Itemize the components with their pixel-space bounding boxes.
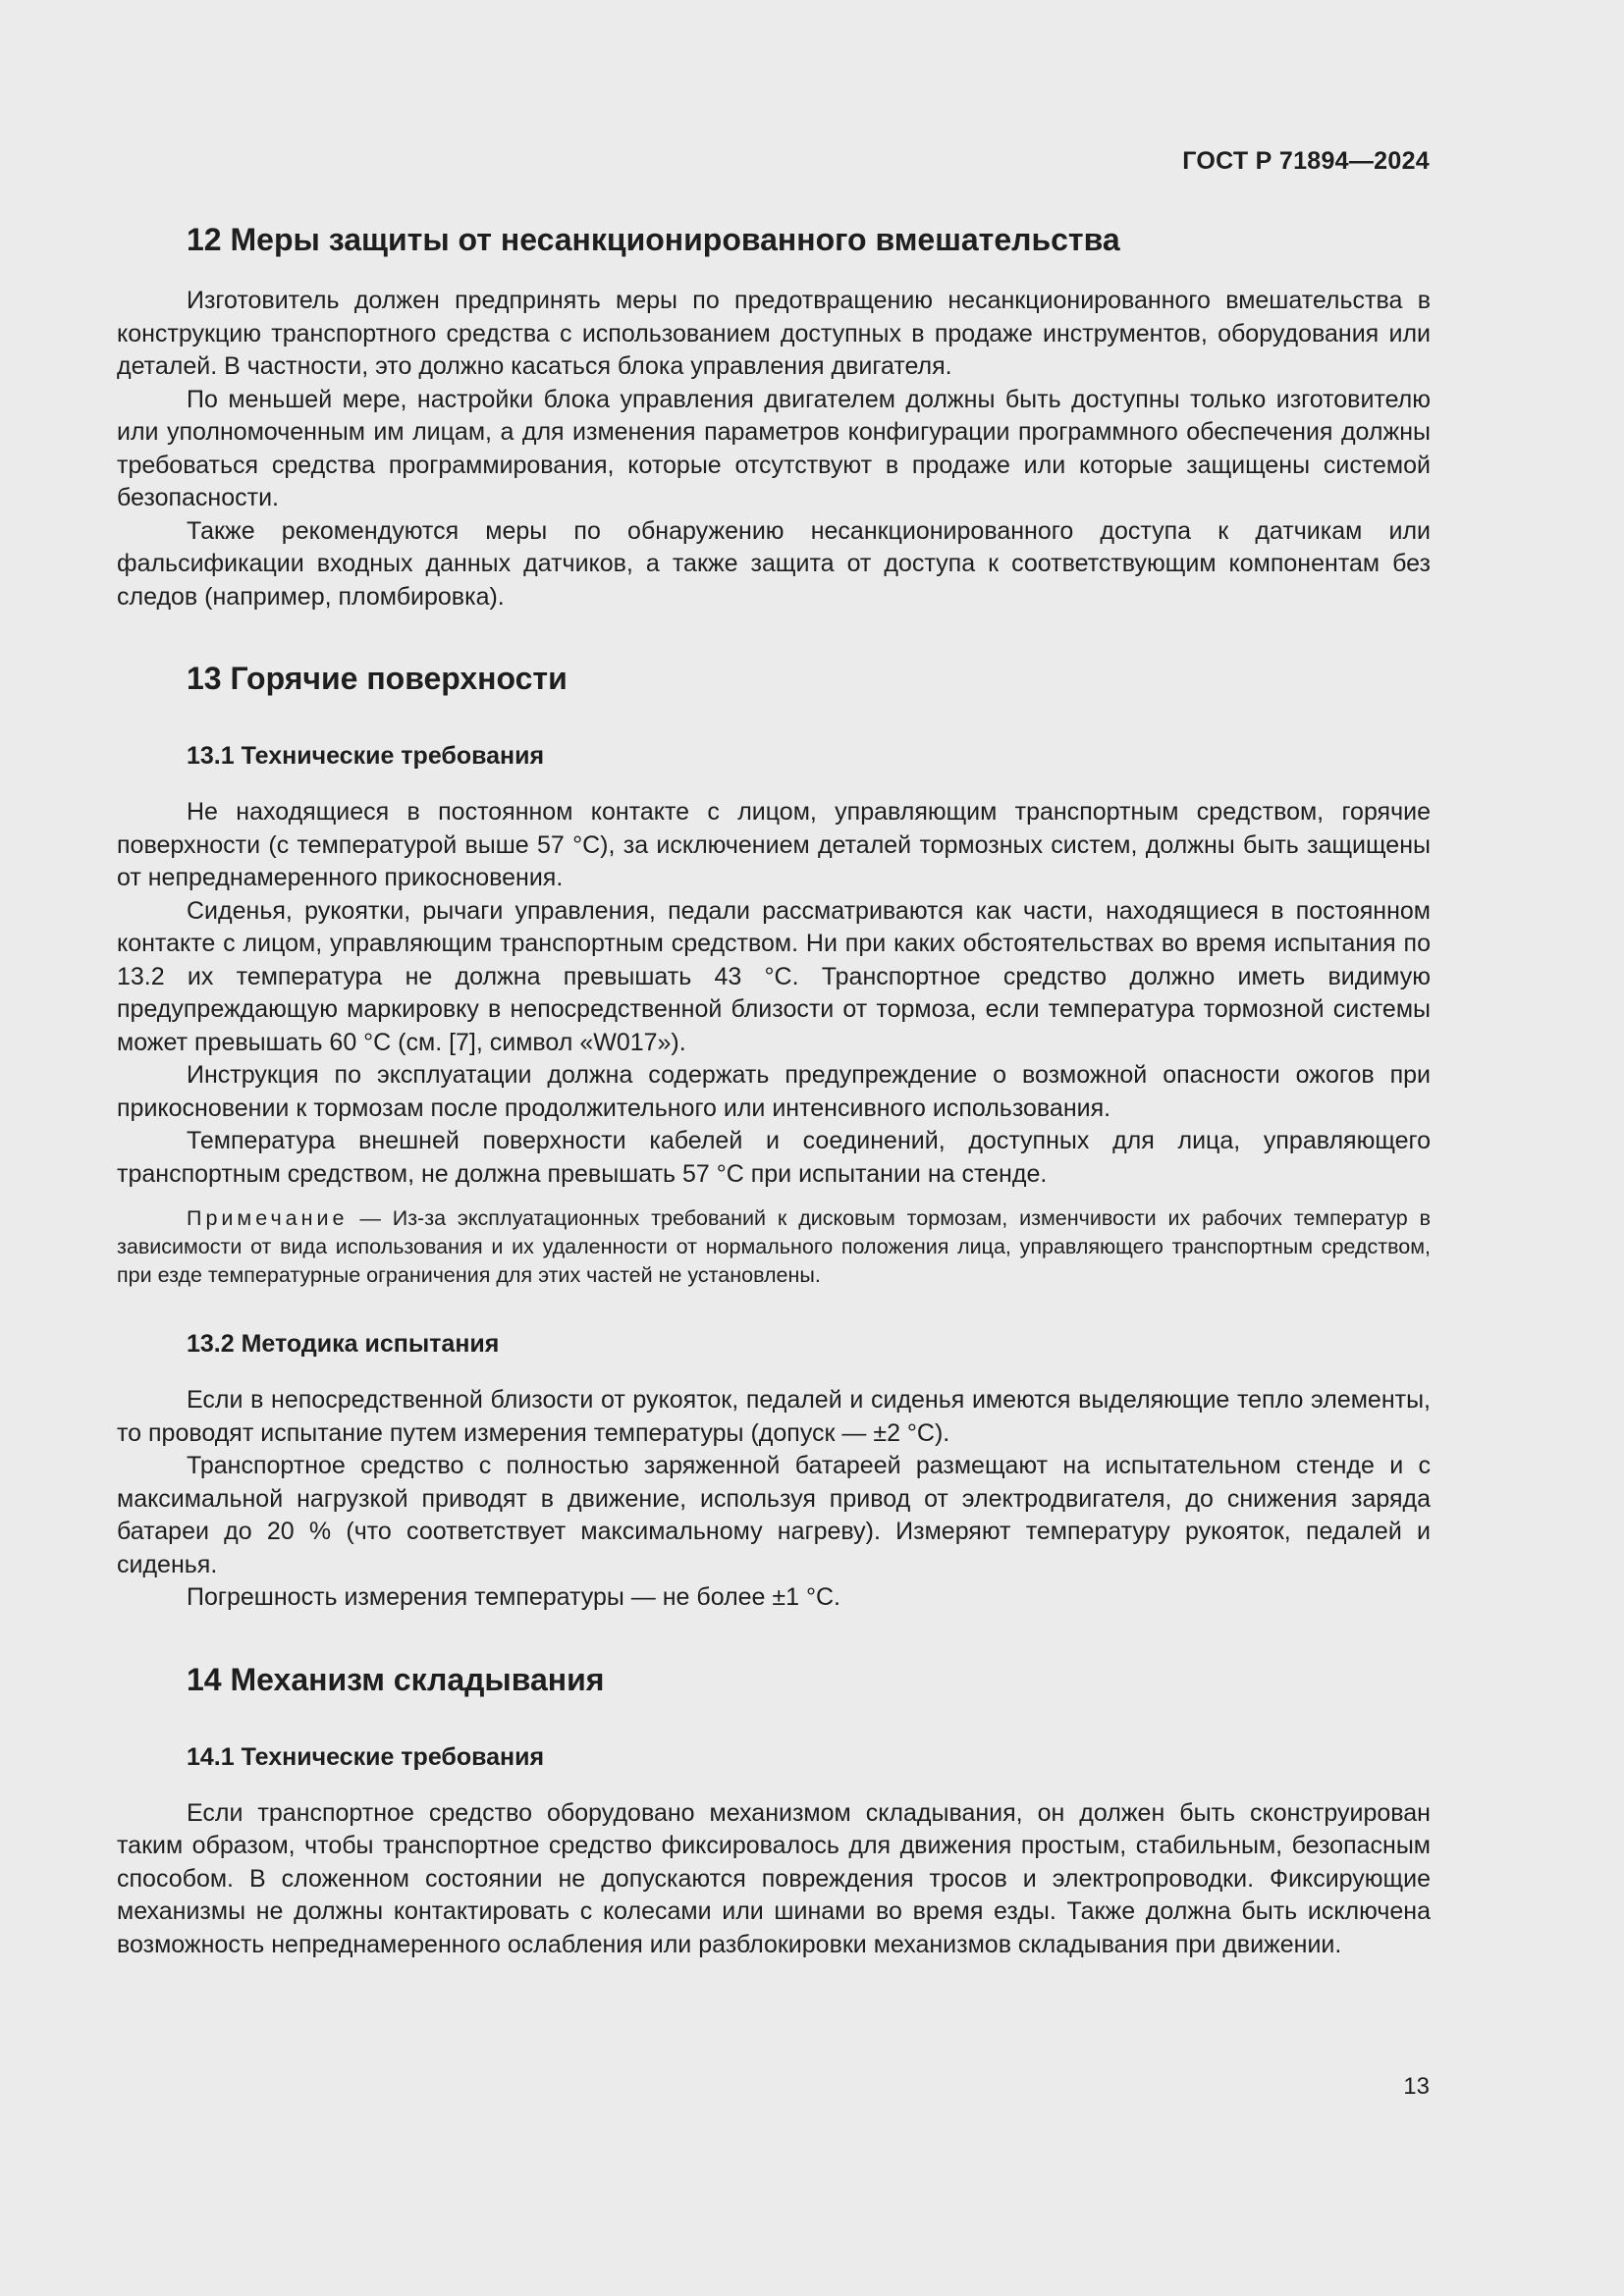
section-13-2-paragraph-1: Если в непосредственной близости от рукояток, педалей и сиденья имеются выделяющие тепло элементы, то проводят испытание путем измерения температуры (допуск — ±2 °С). — [117, 1386, 1431, 1447]
document-code: ГОСТ Р 71894—2024 — [1182, 147, 1430, 175]
section-12-title: 12 Меры защиты от несанкционированного вмешательства — [187, 222, 1120, 257]
section-14-title: 14 Механизм складывания — [187, 1661, 605, 1697]
section-14-1-paragraph-1: Если транспортное средство оборудовано механизмом складывания, он должен быть сконструирован таким образом, чтобы транспортное средство фиксировалось для движения простым, стабильным, безопасным способом. В сложенном состоянии не допускаются повреждения тросов и электропроводки. Фиксирующие механизмы не должны контактировать с колесами или шинами во время езды. Также должна быть исключена возможность непреднамеренного ослабления или разблокировки механизмов складывания при движении. — [117, 1798, 1431, 1958]
section-12-paragraph-2: По меньшей мере, настройки блока управления двигателем должны быть доступны только изготовителю или уполномоченным им лицам, а для изменения параметров конфигурации программного обеспечения должны требоваться средства программирования, которые отсутствуют в продаже или которые защищены системой безопасности. — [117, 385, 1431, 511]
note — [117, 1204, 1431, 1290]
note-label: Примечание — [187, 1206, 349, 1230]
section-12-paragraph-1: Изготовитель должен предпринять меры по предотвращению несанкционированного вмешательства в конструкцию транспортного средства с использованием доступных в продаже инструментов, оборудования или деталей. В частности, это должно касаться блока управления двигателя. — [117, 287, 1431, 380]
note-text: — Из-за эксплуатационных требований к дисковым тормозам, изменчивости их рабочих температур в зависимости от вида использования и их удаленности от нормального положения лица, управляющего транспортным средством, при езде температурные ограничения для этих частей не установлены. — [117, 1206, 1431, 1287]
section-13-1-title: 13.1 Технические требования — [187, 742, 545, 770]
section-13-2-title: 13.2 Методика испытания — [187, 1330, 500, 1358]
section-13-2-paragraph-3: Погрешность измерения температуры — не более ±1 °С. — [187, 1583, 840, 1611]
section-13-title: 13 Горячие поверхности — [187, 661, 568, 696]
section-13-1-paragraph-2: Сиденья, рукоятки, рычаги управления, педали рассматриваются как части, находящиеся в постоянном контакте с лицом, управляющим транспортным средством. Ни при каких обстоятельствах во время испытания по 13.2 их температура не должна превышать 43 °С. Транспортное средство должно иметь видимую предупреждающую маркировку в непосредственной близости от тормоза, если температура тормозной системы может превышать 60 °С (см. [7], символ «W017»). — [117, 896, 1431, 1056]
section-12-paragraph-3: Также рекомендуются меры по обнаружению несанкционированного доступа к датчикам или фальсификации входных данных датчиков, а также защита от доступа к соответствующим компонентам без следов (например, пломбировка). — [117, 516, 1431, 611]
section-14-1-title: 14.1 Технические требования — [187, 1742, 545, 1771]
section-13-1-paragraph-4: Температура внешней поверхности кабелей и соединений, доступных для лица, управляющего транспортным средством, не должна превышать 57 °С при испытании на стенде. — [117, 1127, 1431, 1188]
page-content — [117, 218, 1431, 1961]
section-13-1-paragraph-1: Не находящиеся в постоянном контакте с лицом, управляющим транспортным средством, горячие поверхности (с температурой выше 57 °С), за исключением деталей тормозных систем, должны быть защищены от непреднамеренного прикосновения. — [117, 798, 1431, 891]
page-number: 13 — [1403, 2073, 1430, 2100]
section-13-1-paragraph-3: Инструкция по эксплуатации должна содержать предупреждение о возможной опасности ожогов при прикосновении к тормозам после продолжительного или интенсивного использования. — [117, 1061, 1431, 1122]
section-13-2-paragraph-2: Транспортное средство с полностью заряженной батареей размещают на испытательном стенде и с максимальной нагрузкой приводят в движение, используя привод от электродвигателя, до снижения заряда батареи до 20 % (что соответствует максимальному нагреву). Измеряют температуру рукояток, педалей и сиденья. — [117, 1452, 1431, 1578]
